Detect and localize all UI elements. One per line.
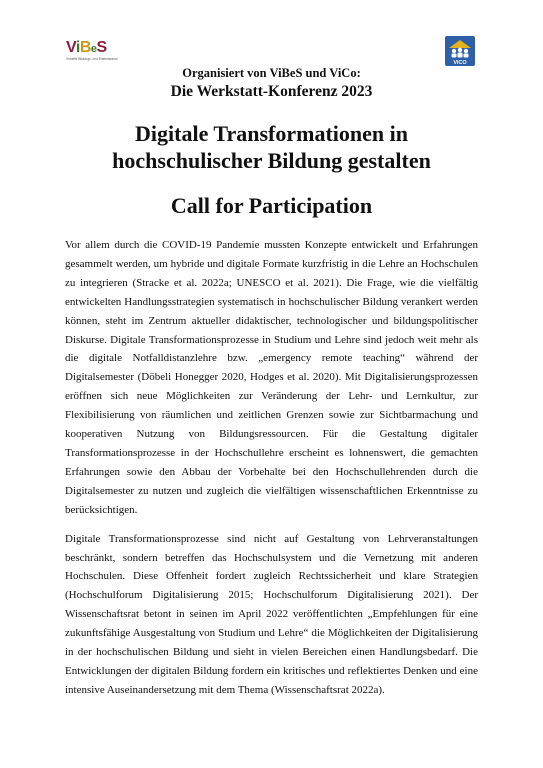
person-icon [452,49,456,53]
vico-label: ViCO [453,60,467,66]
organizer-line: Organisiert von ViBeS und ViCo: [182,66,361,80]
title-line-1: Digitale Transformationen in [135,121,408,146]
call-for-participation-heading: Call for Participation [170,193,373,218]
vibes-logo [66,40,116,64]
paragraph: Digitale Transformationsprozesse sind nicht auf Gestaltung von Lehrveranstaltungen beschränkt, sondern betreffen das Hochschulsystem und die Vernetzung mit anderen Hochschulen. Diese Offenheit fordert zugleich Rechtssicherheit und klare Strategien (Hochschulforum Digitalisierung 2015; Hochschulforum Digitalisierung 2021). Der Wissenschaftsrat betont in seinen im April 2022 veröffentlichten „Empfehlungen für eine zukunftsfähige Ausgestaltung von Studium und Lehre“ die Möglichkeiten der Digitalisierung in der hochschulischen Bildung und sieht in vielen Bereichen einen Handlungsbedarf. Die Entwicklungen der digitalen Bildung fordern ein kritisches und reflektiertes Denken und eine intensive Auseinandersetzung mit dem Thema (Wissenschaftsrat 2022a). [65,532,478,696]
vico-logo [444,35,476,67]
conference-line: Die Werkstatt-Konferenz 2023 [170,83,373,100]
body-text [65,236,478,710]
person-icon [458,48,462,52]
vibes-tagline: Virtuelle Bildungs- und Erlebnisraum [66,57,118,61]
page-title [0,120,543,174]
person-icon [464,49,468,53]
title-line-2: hochschulischer Bildung gestalten [112,148,431,173]
paragraph: Vor allem durch die COVID-19 Pandemie mussten Konzepte entwickelt und Erfahrungen gesammelt werden, um hybride und digitale Formate kurzfristig in die Lehre an Hochschulen zu integrieren (Stracke et al. 2022a; UNESCO et al. 2021). Die Frage, wie die vielfältig entwickelten Handlungsstrategien systematisch in hochschulischer Bildung verankert werden können, steht im Zentrum aktueller didaktischer, technologischer und bildungspolitischer Diskurse. Digitale Transformationsprozesse in Studium und Lehre sind jedoch weit mehr als die digitale Notfalldistanzlehre bzw. „emergency remote teaching“ während der Digitalsemester (Döbeli Honegger 2020, Hodges et al. 2020). Mit Digitalisierungsprozessen eröffnen sich neue Möglichkeiten zur Veränderung der Lehr- und Lernkultur, zur Flexibilisierung von räumlichen und zeitlichen Grenzen sowie zur Sichtbarmachung und kooperativen Nutzung von Bildungsressourcen. Für die Gestaltung digitaler Transformationsprozesse in der Hochschullehre erscheint es lohnenswert, die gemachten Erfahrungen sowie den Abbau der Vorbehalte bei den Hochschullehrenden durch die Digitalsemester zu nutzen und zugleich die vielfältigen wissenschaftlichen Erkenntnisse zu berücksichtigen. [65,239,478,516]
vibes-wordmark: ViBeS [66,39,107,56]
